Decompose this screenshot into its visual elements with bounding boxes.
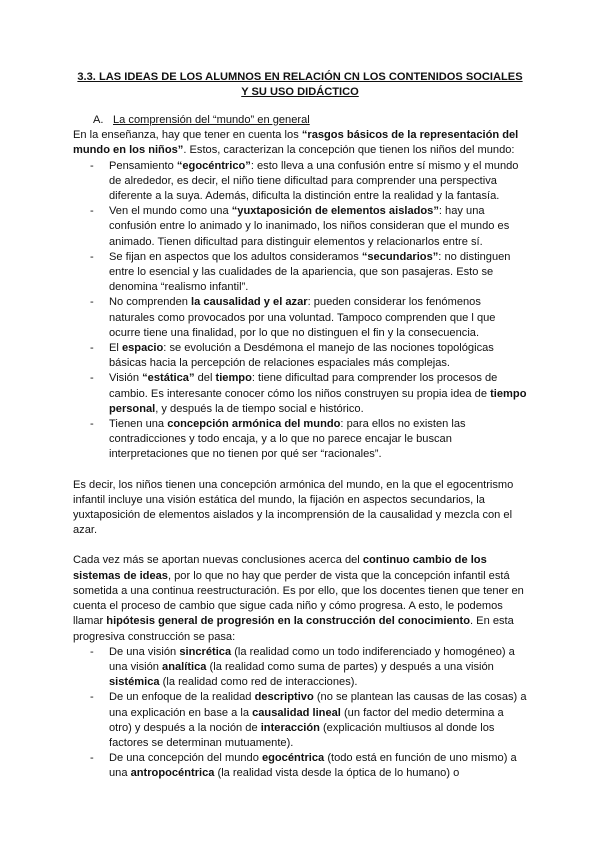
- section-title-line-2: Y SU USO DIDÁCTICO: [241, 86, 359, 98]
- list-item: - De una concepción del mundo egocéntrica (todo está en función de uno mismo) a una antropocéntrica (la realidad vista desde la óptica de lo humano) o: [109, 751, 528, 781]
- list-item: - No comprenden la causalidad y el azar: pueden considerar los fenómenos naturales como provocados por una voluntad. Tampoco comprenden que l que ocurre tiene una finalidad, por lo que no distinguen el fin y la consecuencia.: [109, 295, 528, 341]
- list-item: - Tienen una concepción armónica del mundo: para ellos no existen las contradicciones y todo encaja, y a lo que no parece encajar le buscan interpretaciones que no tienen por qué ser “racionales”.: [109, 417, 528, 463]
- subheading-text: La comprensión del “mundo” en general: [113, 114, 310, 126]
- list-item: - Visión “estática” del tiempo: tiene dificultad para comprender los procesos de cambio. Es interesante conocer cómo los niños construyen su propia idea de tiempo personal, y después la de tiempo social e histórico.: [109, 371, 528, 417]
- list-item: - El espacio: se evolución a Desdémona el manejo de las nociones topológicas básicas hacia la percepción de relaciones espaciales más complejas.: [109, 341, 528, 371]
- subheading-a: [93, 113, 528, 128]
- section-title: [60, 70, 540, 100]
- subheading-letter: A.: [93, 114, 104, 126]
- traits-list: [73, 159, 528, 463]
- list-item: - Pensamiento “egocéntrico”: esto lleva a una confusión entre sí mismo y el mundo de alrededor, es decir, el niño tiene dificultad para comprender una perspectiva diferente a la suya. Además, dificulta la distinción entre la realidad y la fantasía.: [109, 159, 528, 205]
- section-title-line-1: 3.3. LAS IDEAS DE LOS ALUMNOS EN RELACIÓN CN LOS CONTENIDOS SOCIALES: [77, 71, 523, 83]
- list-item: - De un enfoque de la realidad descriptivo (no se plantean las causas de las cosas) a una explicación en base a la causalidad lineal (un factor del medio determina a otro) y después a la noción de interacción (explicación multiusos al donde los factores se determinan mutuamente).: [109, 690, 528, 751]
- intro-paragraph: En la enseñanza, hay que tener en cuenta los “rasgos básicos de la representación del mundo en los niños”. Estos, caracterizan la concepción que tienen los niños del mundo:: [73, 129, 519, 157]
- document-body: [73, 113, 528, 782]
- list-item: - Se fijan en aspectos que los adultos consideramos “secundarios”: no distinguen entre lo esencial y las cualidades de la apariencia, que son pasajeras. Esto se denomina “realismo infantil”.: [109, 250, 528, 296]
- list-item: - Ven el mundo como una “yuxtaposición de elementos aislados”: hay una confusión entre lo animado y lo inanimado, los niños consideran que el mundo es animado. Tienen dificultad para distinguir elementos y relacionarlos entre sí.: [109, 204, 528, 250]
- progression-list: [73, 645, 528, 782]
- list-item: - De una visión sincrética (la realidad como un todo indiferenciado y homogéneo) a una visión analítica (la realidad como suma de partes) y después a una visión sistémica (la realidad como red de interacciones).: [109, 645, 528, 691]
- progression-paragraph: Cada vez más se aportan nuevas conclusiones acerca del continuo cambio de los sistemas de ideas, por lo que no hay que perder de vista que la concepción infantil está sometida a una continua reestructuración. Es por ello, que los docentes tienen que tener en cuenta el proceso de cambio que sigue cada niño y cómo progresa. A esto, le podemos llamar hipótesis general de progresión en la construcción del conocimiento. En esta progresiva construcción se pasa:: [73, 554, 524, 643]
- summary-paragraph: Es decir, los niños tienen una concepción armónica del mundo, en la que el egocentrismo infantil incluye una visión estática del mundo, la fijación en aspectos secundarios, la yuxtaposición de elementos aislados y la incomprensión de la causalidad y mezcla con el azar.: [73, 478, 514, 537]
